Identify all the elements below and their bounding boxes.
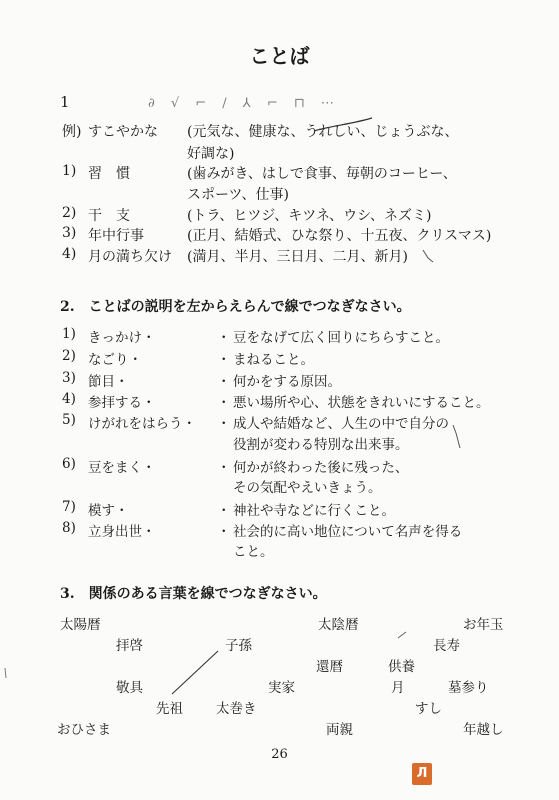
s1-row-term: 干 支 — [88, 208, 130, 224]
s1-row-def: (正月、結婚式、ひな祭り、十五夜、クリスマス) — [187, 228, 492, 244]
s2-row-num: 2) — [62, 348, 76, 364]
s2-row-num: 1) — [62, 326, 76, 342]
s1-row-num: 4) — [62, 246, 77, 262]
word-item: 実家 — [268, 680, 295, 696]
stray-mark — [5, 668, 6, 678]
s2-connector-dot: ・ — [217, 503, 231, 519]
s2-row-num: 4) — [62, 391, 76, 407]
s2-row-num: 5) — [62, 412, 76, 428]
word-item: 墓参り — [448, 680, 489, 696]
tick-mark — [423, 250, 433, 262]
s2-row-def-cont: 役割が変わる特別な出来事。 — [233, 437, 409, 453]
s2-row-num: 8) — [62, 520, 76, 536]
s1-row-def-cont: スポーツ、仕事) — [187, 187, 289, 203]
tick-mark — [453, 425, 460, 448]
s2-row-def: 何かが終わった後に残った、 — [233, 460, 409, 476]
s2-row-term: なごり・ — [88, 352, 142, 368]
s2-row-term: きっかけ・ — [88, 330, 156, 346]
s2-row-def: 豆をなげて広く回りにちらすこと。 — [233, 330, 449, 346]
strikethrough-mark — [314, 118, 372, 131]
word-item: 両親 — [326, 722, 353, 738]
s1-row-num: 1) — [62, 163, 77, 179]
connecting-line — [172, 651, 218, 694]
word-item: 年越し — [463, 722, 504, 738]
s2-connector-dot: ・ — [217, 416, 231, 432]
faded-handwriting: ∂ √ ⌐ ∕ ⅄ ⌐ ⊓ ⋯ — [148, 96, 340, 111]
word-item: 長寿 — [433, 638, 460, 654]
publisher-logo: Л — [412, 763, 432, 785]
s1-row-num: 2) — [62, 205, 77, 221]
word-item: 太巻き — [216, 701, 257, 717]
word-item: 子孫 — [225, 638, 252, 654]
section1-number: 1 — [60, 93, 70, 111]
s2-row-term: 参拝する・ — [88, 395, 156, 411]
s1-row-def: (トラ、ヒツジ、キツネ、ウシ、ネズミ) — [187, 208, 432, 224]
s1-row-term: 月の満ち欠け — [88, 249, 172, 265]
s1-row-def: (満月、半月、三日月、二月、新月) — [187, 249, 408, 265]
s2-row-def: 神社や寺などに行くこと。 — [233, 503, 395, 519]
s2-connector-dot: ・ — [217, 460, 231, 476]
word-item: 拝啓 — [116, 638, 143, 654]
s1-row-term: 習 慣 — [88, 166, 130, 182]
s1-row-num: 例) — [62, 124, 82, 140]
word-item: 還暦 — [316, 659, 343, 675]
s1-row-num: 3) — [62, 225, 77, 241]
s1-row-term: 年中行事 — [88, 228, 144, 244]
s2-row-def-cont: その気配やえいきょう。 — [233, 480, 382, 496]
s2-row-def: 何かをする原因。 — [233, 374, 341, 390]
s2-row-num: 7) — [62, 499, 76, 515]
s2-row-term: 豆をまく・ — [88, 460, 156, 476]
page-number: 26 — [271, 747, 288, 762]
s2-row-term: 節目・ — [88, 374, 129, 390]
s2-connector-dot: ・ — [217, 524, 231, 540]
word-item: 太陰暦 — [318, 617, 359, 633]
s2-row-num: 3) — [62, 370, 76, 386]
s1-row-def: (元気な、健康な、うれしい、じょうぶな、 — [187, 124, 459, 140]
s2-connector-dot: ・ — [217, 374, 231, 390]
s2-connector-dot: ・ — [217, 330, 231, 346]
word-item: 月 — [391, 680, 405, 696]
section2-heading: 2. ことばの説明を左からえらんで線でつなぎなさい。 — [60, 299, 411, 315]
s2-row-term: 立身出世・ — [88, 524, 156, 540]
stray-mark — [398, 632, 406, 638]
s1-row-def-cont: 好調な) — [187, 146, 235, 162]
s1-row-term: すこやかな — [88, 124, 158, 140]
word-item: おひさま — [57, 722, 111, 738]
s2-row-term: けがれをはらう・ — [88, 416, 196, 432]
s2-row-def: まねること。 — [233, 352, 314, 368]
s2-row-term: 模す・ — [88, 503, 129, 519]
s2-row-num: 6) — [62, 456, 76, 472]
s2-row-def: 社会的に高い地位について名声を得る — [233, 524, 463, 540]
s2-row-def: 悪い場所や心、状態をきれいにすること。 — [233, 395, 490, 411]
word-item: 供養 — [388, 659, 415, 675]
word-item: 先祖 — [156, 701, 183, 717]
page-title: ことば — [249, 44, 310, 68]
word-item: すし — [415, 701, 442, 717]
s1-row-def: (歯みがき、はしで食事、毎朝のコーヒー、 — [187, 166, 457, 182]
s2-connector-dot: ・ — [217, 395, 231, 411]
word-item: お年玉 — [463, 617, 504, 633]
s2-row-def-cont: こと。 — [233, 544, 274, 560]
s2-row-def: 成人や結婚など、人生の中で自分の — [233, 416, 449, 432]
s2-connector-dot: ・ — [217, 352, 231, 368]
section3-heading: 3. 関係のある言葉を線でつなぎなさい。 — [60, 586, 327, 602]
word-item: 太陽暦 — [60, 617, 101, 633]
word-item: 敬具 — [116, 680, 143, 696]
